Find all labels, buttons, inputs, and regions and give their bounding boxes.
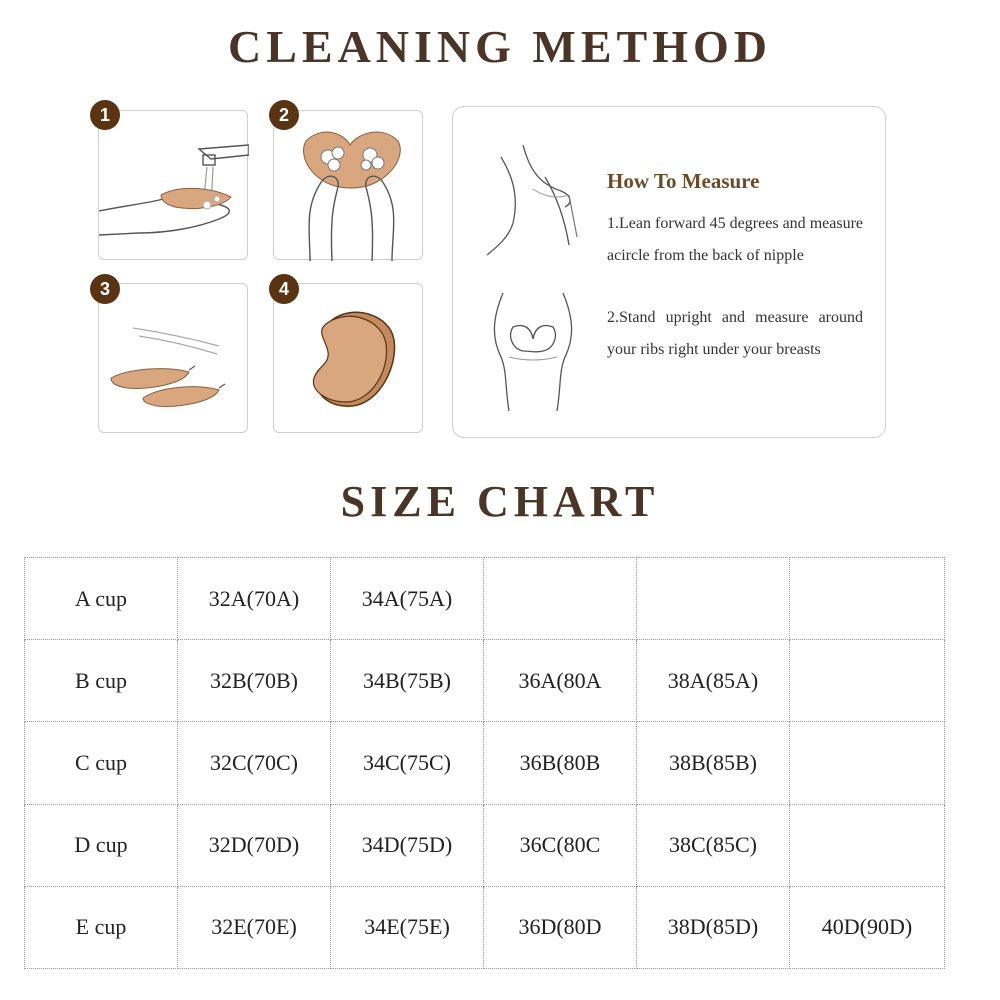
size-cell: 36D(80D <box>484 886 637 968</box>
size-cell: 32A(70A) <box>178 558 331 640</box>
step-2-badge: 2 <box>269 100 299 130</box>
step-1-card <box>98 110 248 260</box>
table-row <box>25 558 945 640</box>
size-cell <box>637 558 790 640</box>
size-cell: 36A(80A <box>484 640 637 722</box>
lean-forward-figure-illustration <box>473 137 583 267</box>
step-4-card <box>273 283 423 433</box>
size-cell: 34A(75A) <box>331 558 484 640</box>
size-cell: 36C(80C <box>484 804 637 886</box>
table-row <box>25 886 945 968</box>
step-2-card <box>273 110 423 260</box>
table-row <box>25 722 945 804</box>
size-cell: 38C(85C) <box>637 804 790 886</box>
size-cell: 38A(85A) <box>637 640 790 722</box>
cup-label: C cup <box>25 722 178 804</box>
size-cell <box>790 722 945 804</box>
size-cell: 34E(75E) <box>331 886 484 968</box>
size-cell: 34B(75B) <box>331 640 484 722</box>
size-cell <box>484 558 637 640</box>
size-cell: 38D(85D) <box>637 886 790 968</box>
lathering-illustration <box>274 111 424 261</box>
size-cell: 32D(70D) <box>178 804 331 886</box>
step-1-badge: 1 <box>90 100 120 130</box>
step-3-badge: 3 <box>90 274 120 304</box>
size-cell: 32C(70C) <box>178 722 331 804</box>
measure-step-2: 2.Stand upright and measure around your ribs right under your breasts <box>607 309 863 358</box>
air-drying-illustration <box>99 284 249 434</box>
stand-upright-figure-illustration <box>473 287 583 417</box>
size-cell: 40D(90D) <box>790 886 945 968</box>
table-row <box>25 804 945 886</box>
cup-label: A cup <box>25 558 178 640</box>
washing-hands-illustration <box>99 111 249 261</box>
size-cell: 36B(80B <box>484 722 637 804</box>
stored-cup-illustration <box>274 284 424 434</box>
cleaning-method-title: CLEANING METHOD <box>228 21 772 72</box>
measure-step-1: 1.Lean forward 45 degrees and measure acircle from the back of nipple <box>607 215 863 264</box>
size-cell: 32B(70B) <box>178 640 331 722</box>
table-row <box>25 640 945 722</box>
cup-label: B cup <box>25 640 178 722</box>
size-cell <box>790 804 945 886</box>
cup-label: E cup <box>25 886 178 968</box>
size-chart-title: SIZE CHART <box>340 477 660 526</box>
cup-label: D cup <box>25 804 178 886</box>
size-cell: 34D(75D) <box>331 804 484 886</box>
size-cell: 34C(75C) <box>331 722 484 804</box>
step-4-badge: 4 <box>269 274 299 304</box>
size-cell: 38B(85B) <box>637 722 790 804</box>
how-to-measure-panel <box>452 106 886 438</box>
size-chart-table <box>24 557 945 969</box>
size-cell: 32E(70E) <box>178 886 331 968</box>
step-3-card <box>98 283 248 433</box>
how-to-measure-title: How To Measure <box>607 169 760 193</box>
size-cell <box>790 640 945 722</box>
size-cell <box>790 558 945 640</box>
